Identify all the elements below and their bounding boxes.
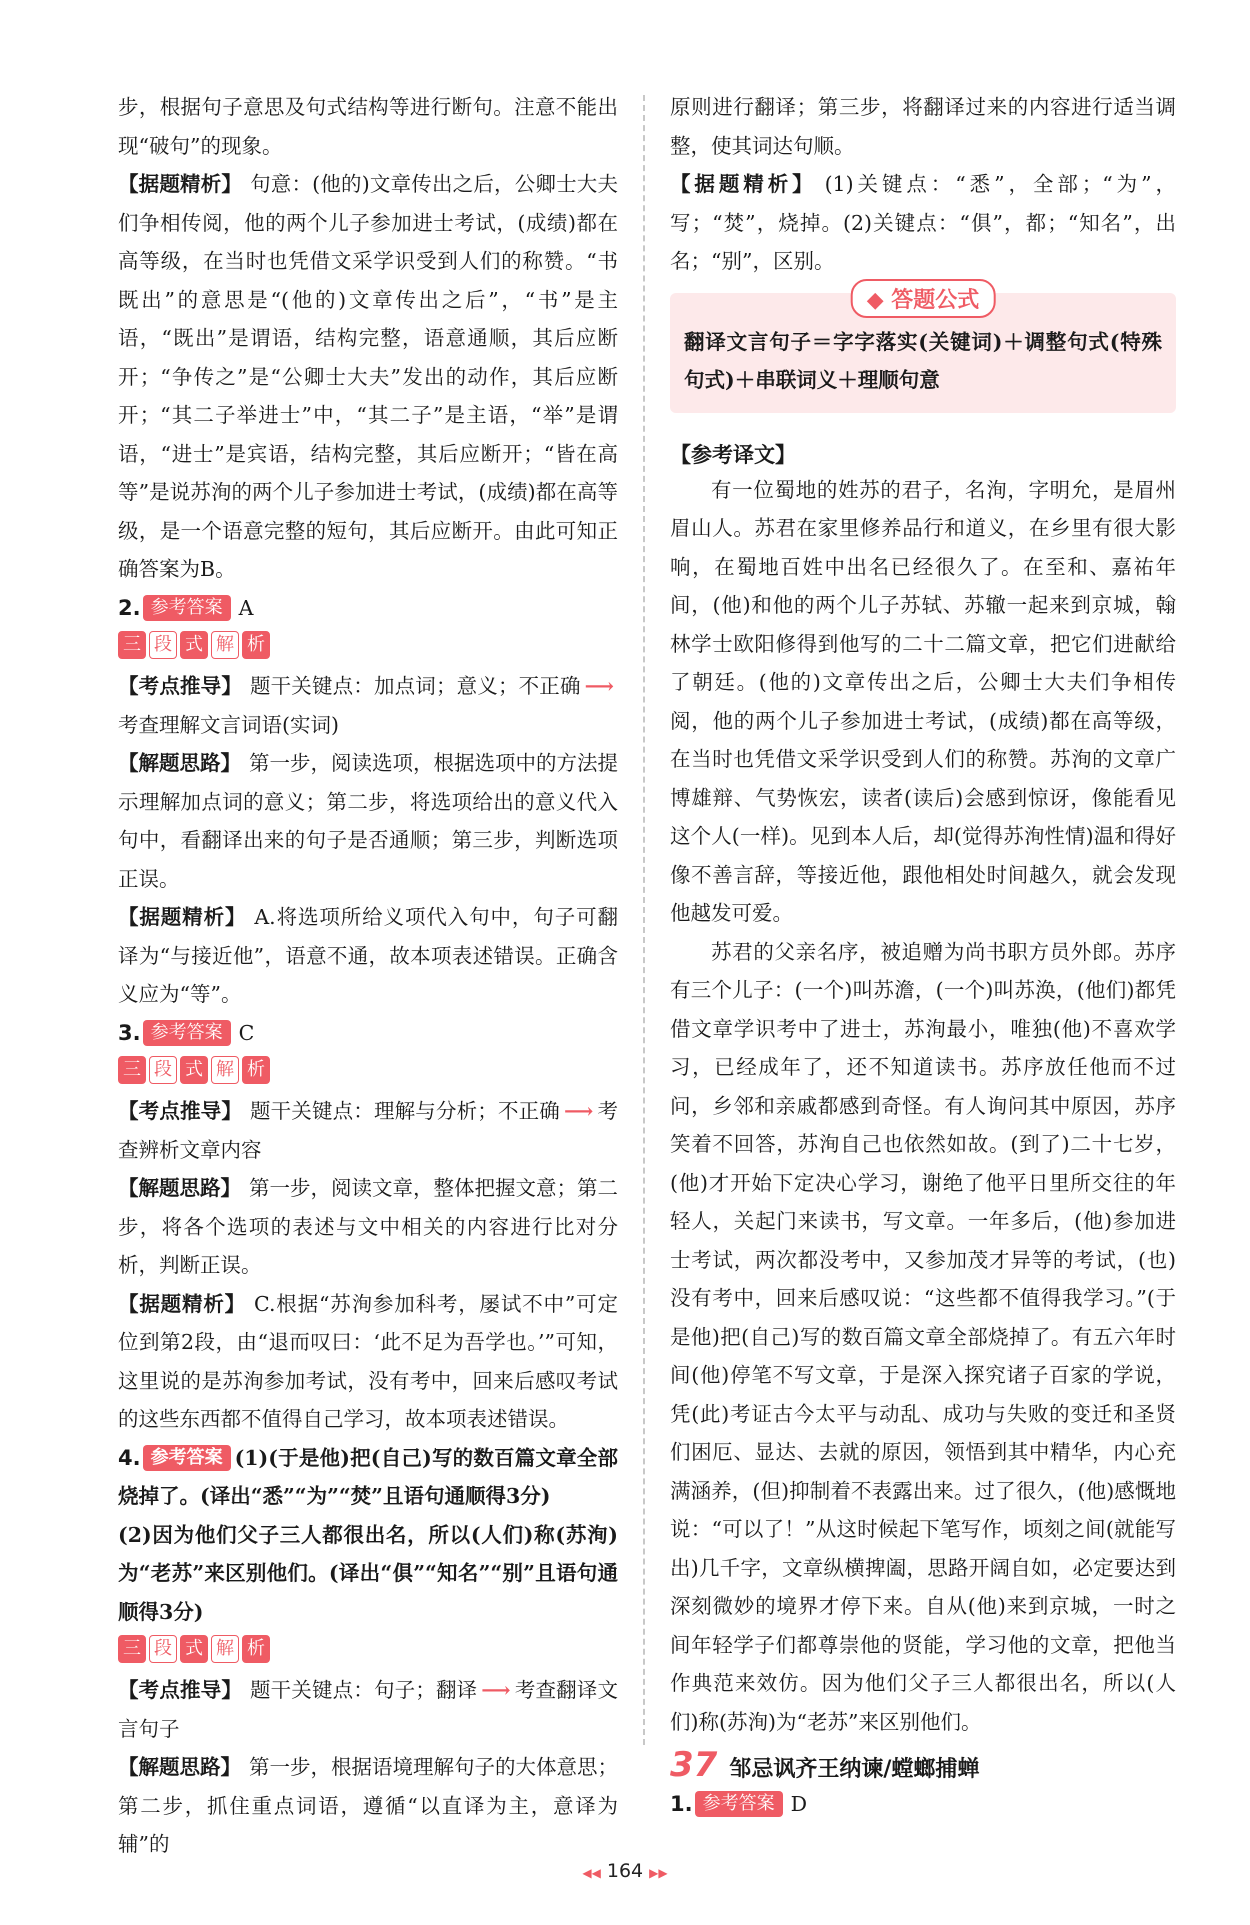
kaodian-tag: 【考点推导】 — [118, 1099, 242, 1123]
q3-answer-line — [118, 1014, 618, 1053]
q3-answer: C — [238, 1020, 255, 1045]
formula-text: 翻译文言句子＝字字落实(关键词)＋调整句式(特殊句式)＋串联词义＋理顺句意 — [684, 329, 1162, 392]
q2-jingxi — [118, 898, 618, 1014]
banner-char: 解 — [211, 631, 239, 659]
analysis-paragraph — [118, 165, 618, 589]
silu-text: 第一步，根据语境理解句子的大体意思；第二步，抓住重点词语，遵循“以直译为主，意译为辅”的 — [118, 1755, 618, 1856]
q4-number: 4. — [118, 1445, 141, 1470]
l1-answer: D — [790, 1792, 808, 1816]
arrow-icon: ⟶ — [584, 674, 614, 698]
q4-answer-1 — [118, 1439, 618, 1516]
translation-title: 【参考译文】 — [670, 442, 796, 467]
q4-answer-text-1: (1)(于是他)把(自己)写的数百篇文章全部烧掉了。(译出“悉”“为”“焚”且语句通顺得3分) — [118, 1445, 618, 1508]
silu-tag: 【解题思路】 — [118, 1176, 241, 1200]
arrow-icon: ⟶ — [563, 1099, 594, 1123]
kaodian-target: 考查辨析文章内容 — [118, 1099, 619, 1162]
page-number-footer — [0, 1860, 1250, 1882]
three-step-analysis-banner — [118, 1056, 618, 1086]
q3-silu — [118, 1169, 618, 1285]
silu-tag: 【解题思路】 — [118, 751, 241, 775]
banner-char: 析 — [242, 1056, 270, 1084]
paragraph: 原则进行翻译；第三步，将翻译过来的内容进行适当调整，使其词达句顺。 — [670, 95, 1176, 158]
three-step-analysis-banner — [118, 631, 618, 661]
analysis-text: 句意：(他的)文章传出之后，公卿士大夫们争相传阅，他的两个儿子参加进士考试，(成绩)都在高等级，在当时也凭借文采学识受到人们的称赞。“书既出”的意思是“(他的)文章传出之后”，“书”是主语，“既出”是谓语，结构完整，语意通顺，其后应断开；“争传之”是“公卿士大夫”发出的动作，其后应断开；“其二子举进士”中，“其二子”是主语，“举”是谓语，“进士”是宾语，结构完整，其后应断开；“皆在高等”是说苏洵的两个儿子参加进士考试，(成绩)都在高等级，是一个语意完整的短句，其后应断开。由此可知正确答案为B。 — [118, 172, 618, 581]
lesson-title: 邹忌讽齐王纳谏/螳螂捕蝉 — [729, 1757, 980, 1782]
banner-char: 三 — [118, 631, 146, 659]
l1-number: 1. — [670, 1792, 693, 1816]
silu-text: 第一步，阅读文章，整体把握文意；第二步，将各个选项的表述与文中相关的内容进行比对分析，判断正误。 — [118, 1176, 618, 1277]
answer-label: 参考答案 — [143, 595, 231, 621]
kaodian-tag: 【考点推导】 — [118, 674, 242, 698]
analysis-tag: 【据题精析】 — [118, 172, 243, 196]
silu-tag: 【解题思路】 — [118, 1755, 241, 1779]
q3-kaodian — [118, 1092, 618, 1169]
jingxi-tag: 【据题精析】 — [670, 172, 817, 196]
jingxi-paragraph — [670, 165, 1176, 281]
translation-paragraph: 苏君的父亲名序，被追赠为尚书职方员外郎。苏序有三个儿子：(一个)叫苏澹，(一个)叫苏涣，(他们)都凭借文章学识考中了进士，苏洵最小，唯独(他)不喜欢学习，已经成年了，还不知道读书。苏序放任他而不过问，乡邻和亲戚都感到奇怪。有人询问其中原因，苏序笑着不回答，苏洵自己也依然如故。(到了)二十七岁，(他)才开始下定决心学习，谢绝了他平日里所交往的年轻人，关起门来读书，写文章。一年多后，(他)参加进士考试，两次都没考中，又参加茂才异等的考试，(也)没有考中，回来后感叹说：“这些都不值得我学习。”(于是他)把(自己)写的数百篇文章全部烧掉了。有五六年时间(他)停笔不写文章，于是深入探究诸子百家的学说，凭(此)考证古今太平与动乱、成功与失败的变迁和圣贤们困厄、显达、去就的原因，领悟到其中精华，内心充满涵养，(但)抑制着不表露出来。过了很久，(他)感慨地说：“可以了！”从这时候起下笔写作，顷刻之间(就能写出)几千字，文章纵横捭阖，思路开阔自如，必定要达到深刻微妙的境界才停下来。自从(他)来到京城，一时之间年轻学子们都尊崇他的贤能，学习他的文章，把他当作典范来效仿。因为他们父子三人都很出名，所以(人们)称(苏洵)为“老苏”来区别他们。 — [670, 939, 1176, 1734]
jingxi-text: C.根据“苏洵参加科考，屡试不中”可定位到第2段，由“退而叹曰：‘此不足为吾学也。’”可知，这里说的是苏洵参加考试，没有考中，回来后感叹考试的这些东西都不值得自己学习，故本项表述错误。 — [118, 1291, 619, 1431]
formula-title: ◆ 答题公式 — [851, 279, 996, 318]
q4-silu — [118, 1748, 618, 1864]
three-step-analysis-banner — [118, 1635, 618, 1665]
q2-kaodian — [118, 667, 618, 744]
lesson-heading — [670, 1745, 1176, 1785]
jingxi-text: (1)关键点：“悉”，全部；“为”，写；“焚”，烧掉。(2)关键点：“俱”，都；“知名”，出名；“别”，区别。 — [670, 172, 1176, 273]
lesson-number: 37 — [670, 1745, 718, 1785]
silu-text: 第一步，阅读选项，根据选项中的方法提示理解加点词的意义；第二步，将选项给出的意义代入句中，看翻译出来的句子是否通顺；第三步，判断选项正误。 — [118, 751, 618, 891]
q2-answer-line — [118, 589, 618, 628]
banner-char: 解 — [211, 1056, 239, 1084]
q4-answer-2: (2)因为他们父子三人都很出名，所以(人们)称(苏洵)为“老苏”来区别他们。(译出“俱”“知名”“别”且语句通顺得3分) — [118, 1522, 618, 1624]
kaodian-keypoints: 题干关键点：理解与分析；不正确 — [249, 1099, 560, 1123]
right-arrows-icon: ▶▶ — [649, 1866, 668, 1880]
kaodian-target: 考查翻译文言句子 — [118, 1678, 619, 1741]
banner-char: 式 — [180, 1056, 208, 1084]
q3-number: 3. — [118, 1020, 141, 1045]
left-arrows-icon: ◀◀ — [582, 1866, 601, 1880]
banner-char: 三 — [118, 1056, 146, 1084]
arrow-icon: ⟶ — [481, 1678, 511, 1702]
jingxi-tag: 【据题精析】 — [118, 905, 247, 929]
q2-answer: A — [238, 595, 254, 620]
kaodian-keypoints: 题干关键点：句子；翻译 — [249, 1678, 478, 1702]
translation-paragraph: 有一位蜀地的姓苏的君子，名洵，字明允，是眉州眉山人。苏君在家里修养品行和道义，在乡里有很大影响，在蜀地百姓中出名已经很久了。在至和、嘉祐年间，(他)和他的两个儿子苏轼、苏辙一起来到京城，翰林学士欧阳修得到他写的二十二篇文章，把它们进献给了朝廷。(他的)文章传出之后，公卿士大夫们争相传阅，他的两个儿子参加进士考试，(成绩)都在高等级，在当时也凭借文采学识受到人们的称赞。苏洵的文章广博雄辩、气势恢宏，读者(读后)会感到惊讶，像能看见这个人(一样)。见到本人后，却(觉得苏洵性情)温和得好像不善言辞，等接近他，跟他相处时间越久，就会发现他越发可爱。 — [670, 477, 1176, 925]
column-divider — [643, 95, 645, 1745]
jingxi-text: A.将选项所给义项代入句中，句子可翻译为“与接近他”，语意不通，故本项表述错误。正确含义应为“等”。 — [118, 905, 619, 1006]
q2-silu — [118, 744, 618, 898]
q3-jingxi — [118, 1285, 618, 1439]
page-number: 164 — [606, 1860, 644, 1882]
banner-char: 段 — [149, 1056, 177, 1084]
jingxi-tag: 【据题精析】 — [118, 1291, 246, 1316]
lesson-q1-answer-line — [670, 1785, 1176, 1824]
banner-char: 析 — [242, 631, 270, 659]
left-column — [118, 88, 618, 1864]
banner-char: 式 — [180, 631, 208, 659]
answer-label: 参考答案 — [143, 1445, 231, 1471]
answer-label: 参考答案 — [695, 1791, 783, 1817]
kaodian-target: 考查理解文言词语(实词) — [118, 712, 339, 737]
banner-char: 段 — [149, 631, 177, 659]
banner-char: 段 — [149, 1635, 177, 1663]
kaodian-tag: 【考点推导】 — [118, 1678, 242, 1702]
answer-label: 参考答案 — [143, 1020, 231, 1046]
banner-char: 式 — [180, 1635, 208, 1663]
answer-formula-box — [670, 287, 1176, 413]
kaodian-keypoints: 题干关键点：加点词；意义；不正确 — [249, 674, 581, 698]
q4-kaodian — [118, 1671, 618, 1748]
right-column — [670, 88, 1176, 1824]
banner-char: 解 — [211, 1635, 239, 1663]
q2-number: 2. — [118, 595, 141, 620]
banner-char: 三 — [118, 1635, 146, 1663]
paragraph: 步，根据句子意思及句式结构等进行断句。注意不能出现“破句”的现象。 — [118, 95, 618, 158]
banner-char: 析 — [242, 1635, 270, 1663]
